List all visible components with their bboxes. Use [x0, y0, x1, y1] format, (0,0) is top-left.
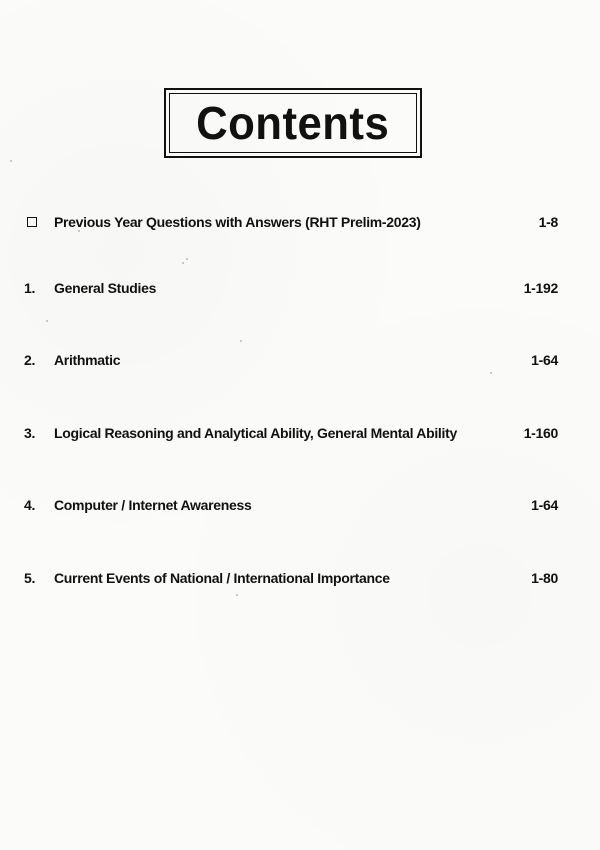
scan-speck — [10, 160, 12, 162]
toc-entry-label: Previous Year Questions with Answers (RHT Prelim-2023) — [54, 214, 421, 230]
square-bullet-icon — [27, 217, 37, 227]
toc-entry-label: Logical Reasoning and Analytical Ability, General Mental Ability — [54, 425, 457, 441]
toc-marker: 2. — [24, 352, 36, 368]
scan-speck — [182, 262, 184, 264]
contents-title-frame — [164, 88, 422, 158]
page-title: Contents — [196, 97, 390, 149]
scan-speck — [236, 594, 238, 596]
scan-speck — [46, 320, 48, 322]
scan-speck — [490, 372, 492, 374]
toc-entry-pages: 1-8 — [538, 214, 558, 230]
toc-marker: 5. — [24, 570, 36, 586]
toc-entry-current-events — [24, 568, 558, 588]
toc-entry-computer-internet — [24, 495, 558, 515]
scan-speck — [186, 258, 188, 260]
toc-entry-previous-year — [24, 212, 558, 232]
toc-entry-general-studies — [24, 278, 558, 298]
toc-entry-label: General Studies — [54, 280, 157, 296]
toc-marker: 1. — [24, 280, 36, 296]
contents-title-inner-frame — [169, 93, 417, 153]
toc-entry-pages: 1-64 — [531, 497, 558, 513]
toc-entry-label: Current Events of National / International Importance — [54, 570, 390, 586]
toc-marker: 3. — [24, 425, 36, 441]
toc-marker: 4. — [24, 497, 36, 513]
toc-entry-pages: 1-64 — [531, 352, 558, 368]
toc-entry-label: Arithmatic — [54, 352, 121, 368]
toc-marker — [24, 214, 54, 230]
toc-entry-label: Computer / Internet Awareness — [54, 497, 252, 513]
toc-entry-pages: 1-192 — [523, 280, 558, 296]
scan-speck — [78, 230, 80, 232]
toc-entry-logical-reasoning — [24, 423, 558, 443]
toc-entry-pages: 1-80 — [531, 570, 558, 586]
toc-entry-arithmatic — [24, 350, 558, 370]
scan-speck — [240, 340, 242, 342]
toc-entry-pages: 1-160 — [523, 425, 558, 441]
